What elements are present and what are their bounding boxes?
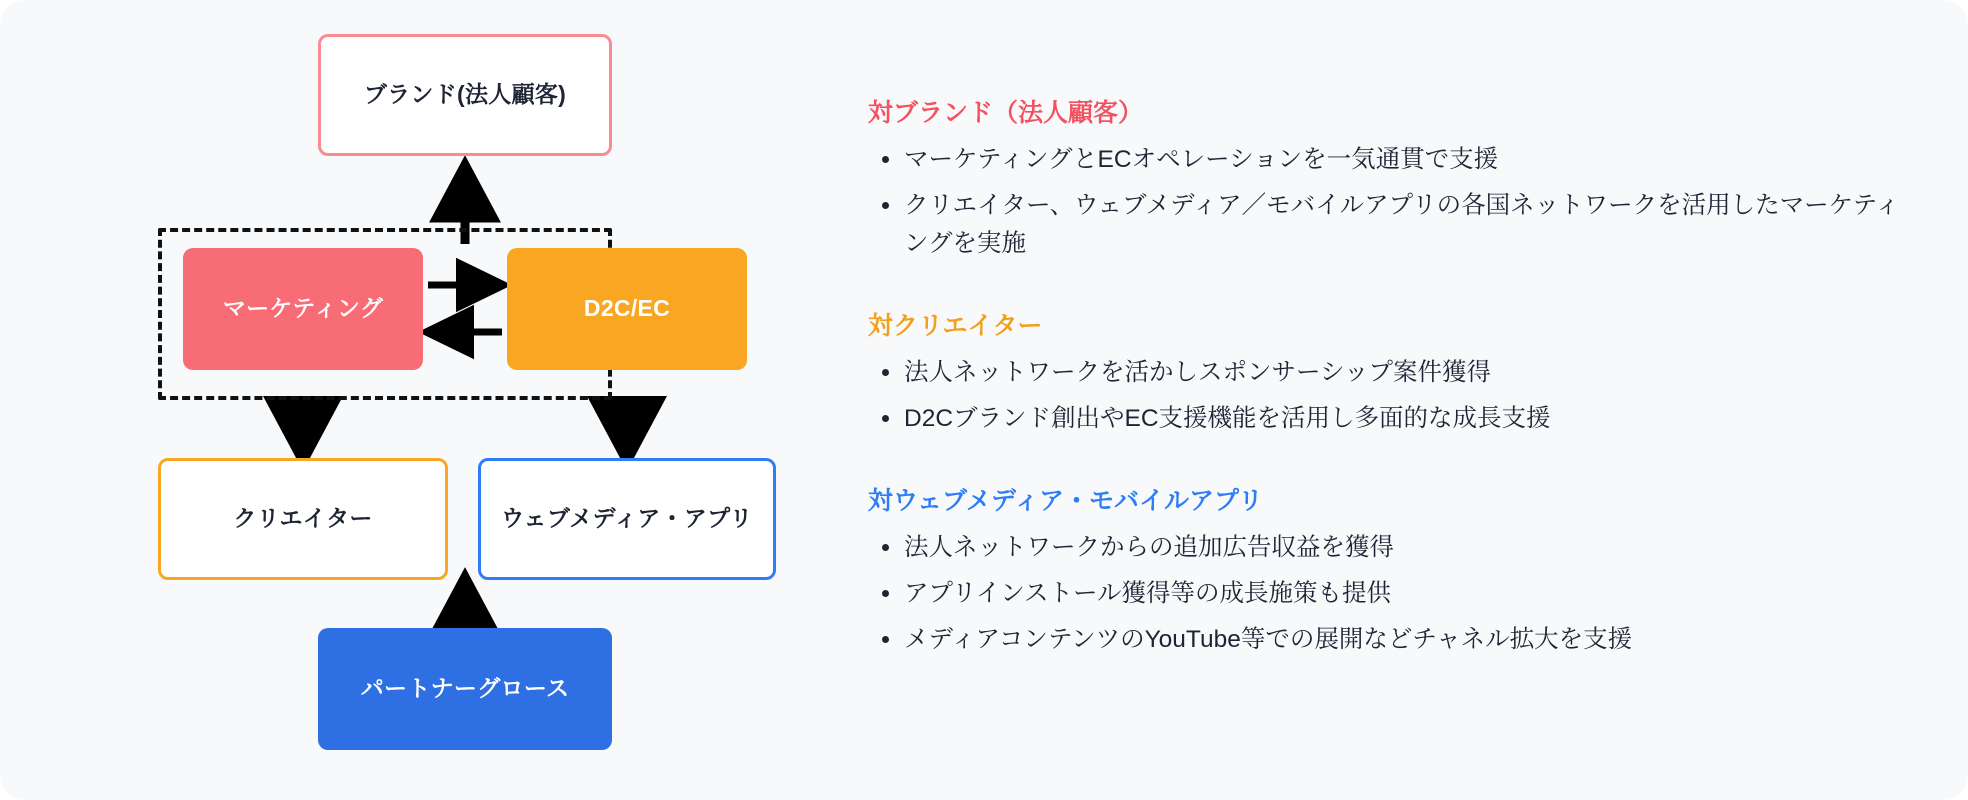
node-marketing-label: マーケティング bbox=[222, 295, 384, 322]
section-creator-bullets bbox=[868, 354, 1908, 438]
list-item: D2Cブランド創出やEC支援機能を活用し多面的な成長支援 bbox=[868, 400, 1908, 438]
node-marketing[interactable] bbox=[183, 248, 423, 370]
explanation-column bbox=[868, 96, 1908, 659]
section-brand-title: 対ブランド（法人顧客） bbox=[868, 99, 1144, 127]
node-brand-label: ブランド(法人顧客) bbox=[363, 81, 567, 108]
node-partner-growth-label: パートナーグロース bbox=[360, 675, 570, 702]
section-web-media bbox=[868, 484, 1908, 659]
business-model-diagram bbox=[0, 0, 830, 800]
list-item: クリエイター、ウェブメディア／モバイルアプリの各国ネットワークを活用したマーケティングを実施 bbox=[868, 187, 1908, 263]
section-brand bbox=[868, 96, 1908, 263]
node-web-media-app-label: ウェブメディア・アプリ bbox=[501, 505, 753, 532]
section-brand-bullets bbox=[868, 141, 1908, 263]
node-d2c-ec[interactable] bbox=[507, 248, 747, 370]
node-web-media-app[interactable] bbox=[478, 458, 776, 580]
list-item: マーケティングとECオペレーションを一気通貫で支援 bbox=[868, 141, 1908, 179]
list-item: 法人ネットワークを活かしスポンサーシップ案件獲得 bbox=[868, 354, 1908, 392]
list-item: メディアコンテンツのYouTube等での展開などチャネル拡大を支援 bbox=[868, 621, 1908, 659]
list-item: 法人ネットワークからの追加広告収益を獲得 bbox=[868, 529, 1908, 567]
section-web-media-title: 対ウェブメディア・モバイルアプリ bbox=[868, 486, 1264, 515]
node-creator-label: クリエイター bbox=[233, 505, 373, 532]
section-web-media-bullets bbox=[868, 529, 1908, 659]
node-creator[interactable] bbox=[158, 458, 448, 580]
node-d2c-ec-label: D2C/EC bbox=[583, 295, 671, 322]
section-creator-title: 対クリエイター bbox=[868, 311, 1043, 340]
node-partner-growth[interactable] bbox=[318, 628, 612, 750]
node-brand[interactable] bbox=[318, 34, 612, 156]
list-item: アプリインストール獲得等の成長施策も提供 bbox=[868, 575, 1908, 613]
section-creator bbox=[868, 309, 1908, 438]
